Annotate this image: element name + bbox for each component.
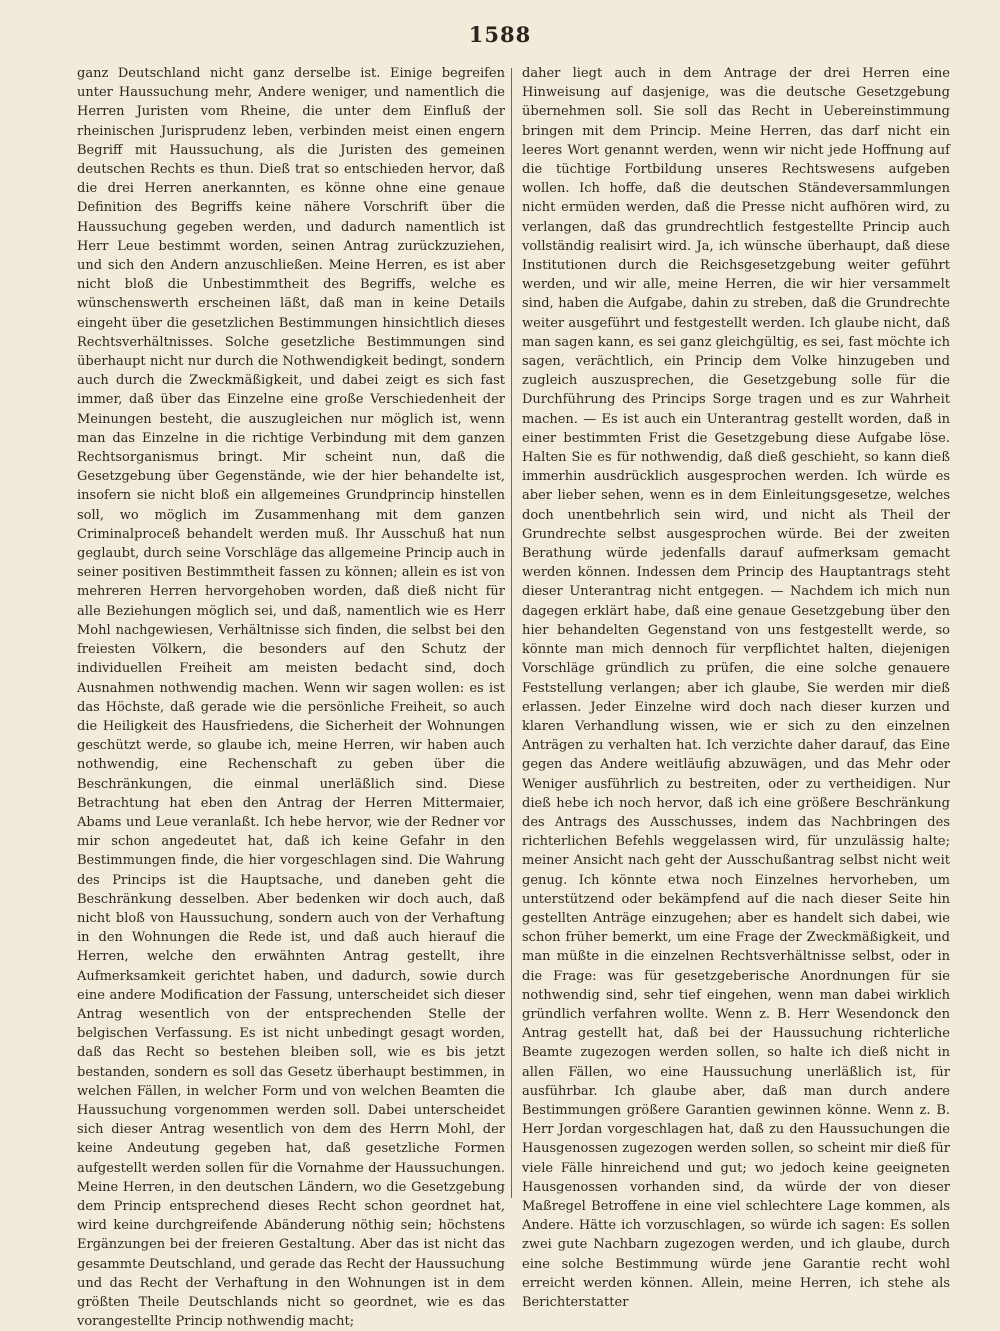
- right-column-text: daher liegt auch in dem Antrage der drei Herren eine Hinweisung auf dasjenige, was die deutsche Gesetzgebung übernehmen soll. Sie soll das Recht in Uebereinstimmung bringen mit dem Princip. Meine Herren, das darf nicht ein leeres Wort genannt werden, wenn wir nicht jede Hoffnung auf die tüchtige Fortbildung unseres Rechtswesens aufgeben wollen. Ich hoffe, daß die deutschen Ständeversammlungen nicht ermüden werden, daß die Presse nicht aufhören wird, zu verlangen, daß das grundrechtlich festgestellte Princip auch vollständig realisirt wird. Ja, ich wünsche überhaupt, daß diese Institutionen durch die Reichsgesetzgebung weiter geführt werden, und wir alle, meine Herren, die wir hier versammelt sind, haben die Aufgabe, dahin zu streben, daß die Grundrechte weiter ausgeführt und festgestellt werden. Ich glaube nicht, daß man sagen kann, es sei ganz gleichgültig, es sei, fast möchte ich sagen, verächtlich, ein Princip dem Volke hinzugeben und zugleich auszusprechen, die Gesetzgebung solle für die Durchführung des Princips Sorge tragen und es zur Wahrheit machen. — Es ist auch ein Unterantrag gestellt worden, daß in einer bestimmten Frist die Gesetzgebung diese Aufgabe löse. Halten Sie es für nothwendig, daß dieß geschieht, so kann dieß immerhin ausdrücklich ausgesprochen werden. Ich würde es aber lieber sehen, wenn es in dem Einleitungsgesetze, welches doch unentbehrlich sein wird, und nicht als Theil der Grundrechte selbst ausgesprochen würde. Bei der zweiten Berathung würde jedenfalls darauf aufmerksam gemacht werden können. Indessen dem Princip des Hauptantrags steht dieser Unterantrag nicht entgegen. — Nachdem ich mich nun dagegen erklärt habe, daß eine genaue Gesetzgebung über den hier behandelten Gegenstand von uns festgestellt werde, so könnte man mich dennoch für verpflichtet halten, diejenigen Vorschläge gründlich zu prüfen, die eine solche genauere Feststellung verlangen; aber ich glaube, Sie werden mir dieß erlassen. Jeder Einzelne wird doch nach dieser kurzen und klaren Verhandlung wissen, wie er sich zu den einzelnen Anträgen zu verhalten hat. Ich verzichte daher darauf, das Eine gegen das Andere weitläufig abzuwägen, und das Mehr oder Weniger ausführlich zu bestreiten, oder zu vertheidigen. Nur dieß hebe ich noch hervor, daß ich eine größere Beschränkung des Antrags des Ausschusses, indem das Nachbringen des richterlichen Befehls weggelassen wird, für unzulässig halte; meiner Ansicht nach geht der Ausschußantrag selbst nicht weit genug. Ich könnte etwa noch Einzelnes hervorheben, um unterstützend oder bekämpfend auf die nach dieser Seite hin gestellten Anträge einzugehen; aber es handelt sich dabei, wie schon früher bemerkt, um eine Frage der Zweckmäßigkeit, und man müßte in die einzelnen Rechtsverhältnisse selbst, oder in die Frage: was für gesetzgeberische Anordnungen für sie nothwendig sind, sehr tief eingehen, wenn man dabei wirklich gründlich verfahren wollte. Wenn z. B. Herr Wesendonck den Antrag gestellt hat, daß bei der Haussuchung richterliche Beamte zugezogen werden sollen, so halte ich dieß nicht in allen Fällen, wo eine Haussuchung unerläßlich ist, für ausführbar. Ich glaube aber, daß man durch andere Bestimmungen größere Garantien gewinnen könne. Wenn z. B. Herr Jordan vorgeschlagen hat, daß zu den Haussuchungen die Hausgenossen zugezogen werden sollen, so scheint mir dieß für viele Fälle hinreichend und gut; wo jedoch keine geeigneten Hausgenossen vorhanden sind, da würde der von dieser Maßregel Betroffene in eine viel schlechtere Lage kommen, als Andere. Hätte ich vorzuschlagen, so würde ich sagen: Es sollen zwei gute Nachbarn zugezogen werden, und ich glaube, durch eine solche Bestimmung würde jene Garantie recht wohl erreicht werden können. Allein, meine Herren, ich stehe als Berichterstatter: [522, 66, 950, 1310]
- column-divider: [511, 68, 512, 1198]
- page-number: 1588: [468, 22, 532, 47]
- left-column: [77, 64, 505, 1331]
- right-column: [522, 64, 950, 1312]
- left-column-text: ganz Deutschland nicht ganz derselbe ist. Einige begreifen unter Haussuchung mehr, Andere weniger, und namentlich die Herren Juristen vom Rheine, die unter dem Einfluß der rheinischen Jurisprudenz leben, verbinden meist einen engern Begriff mit Haussuchung, als die Juristen des gemeinen deutschen Rechts es thun. Dieß trat so entschieden hervor, daß die drei Herren anerkannten, es könne ohne eine genaue Definition des Begriffs keine nähere Vorschrift über die Haussuchung gegeben werden, und dadurch namentlich ist Herr Leue bestimmt worden, seinen Antrag zurückzuziehen, und sich den Andern anzuschließen. Meine Herren, es ist aber nicht bloß die Unbestimmtheit des Begriffs, welche es wünschenswerth erscheinen läßt, daß man in keine Details eingeht über die gesetzlichen Bestimmungen hinsichtlich dieses Rechtsverhältnisses. Solche gesetzliche Bestimmungen sind überhaupt nicht nur durch die Nothwendigkeit bedingt, sondern auch durch die Zweckmäßigkeit, und dabei zeigt es sich fast immer, daß über das Einzelne eine große Verschiedenheit der Meinungen besteht, die auszugleichen nur möglich ist, wenn man das Einzelne in die richtige Verbindung mit dem ganzen Rechtsorganismus bringt. Mir scheint nun, daß die Gesetzgebung über Gegenstände, wie der hier behandelte ist, insofern sie nicht bloß ein allgemeines Grundprincip hinstellen soll, wo möglich im Zusammenhang mit dem ganzen Criminalproceß behandelt werden muß. Ihr Ausschuß hat nun geglaubt, durch seine Vorschläge das allgemeine Princip auch in seiner positiven Bestimmtheit fassen zu können; allein es ist von mehreren Herren hervorgehoben worden, daß dieß nicht für alle Beziehungen möglich sei, und daß, namentlich wie es Herr Mohl nachgewiesen, Verhältnisse sich finden, die selbst bei den freiesten Völkern, die besonders auf den Schutz der individuellen Freiheit am meisten bedacht sind, doch Ausnahmen nothwendig machen. Wenn wir sagen wollen: es ist das Höchste, daß gerade wie die persönliche Freiheit, so auch die Heiligkeit des Hausfriedens, die Sicherheit der Wohnungen geschützt werde, so glaube ich, meine Herren, wir haben auch nothwendig, eine Rechenschaft zu geben über die Beschränkungen, die einmal unerläßlich sind. Diese Betrachtung hat eben den Antrag der Herren Mittermaier, Abams und Leue veranlaßt. Ich hebe hervor, wie der Redner vor mir schon angedeutet hat, daß ich keine Gefahr in den Bestimmungen finde, die hier vorgeschlagen sind. Die Wahrung des Princips ist die Hauptsache, und daneben geht die Beschränkung desselben. Aber bedenken wir doch auch, daß nicht bloß von Haussuchung, sondern auch von der Verhaftung in den Wohnungen die Rede ist, und daß auch hierauf die Herren, welche den erwähnten Antrag gestellt, ihre Aufmerksamkeit gerichtet haben, und dadurch, sowie durch eine andere Modification der Fassung, unterscheidet sich dieser Antrag wesentlich von der entsprechenden Stelle der belgischen Verfassung. Es ist nicht unbedingt gesagt worden, daß das Recht so bestehen bleiben soll, wie es bis jetzt bestanden, sondern es soll das Gesetz überhaupt bestimmen, in welchen Fällen, in welcher Form und von welchen Beamten die Haussuchung vorgenommen werden soll. Dabei unterscheidet sich dieser Antrag wesentlich von dem des Herrn Mohl, der keine Andeutung gegeben hat, daß gesetzliche Formen aufgestellt werden sollen für die Vornahme der Haussuchungen. Meine Herren, in den deutschen Ländern, wo die Gesetzgebung dem Princip entsprechend dieses Recht schon geordnet hat, wird keine durchgreifende Abänderung nöthig sein; höchstens Ergänzungen bei der freieren Gestaltung. Aber das ist nicht das gesammte Deutschland, und gerade das Recht der Haussuchung und das Recht der Verhaftung in den Wohnungen ist in dem größten Theile Deutschlands nicht so geordnet, wie es das vorangestellte Princip nothwendig macht;: [77, 66, 505, 1330]
